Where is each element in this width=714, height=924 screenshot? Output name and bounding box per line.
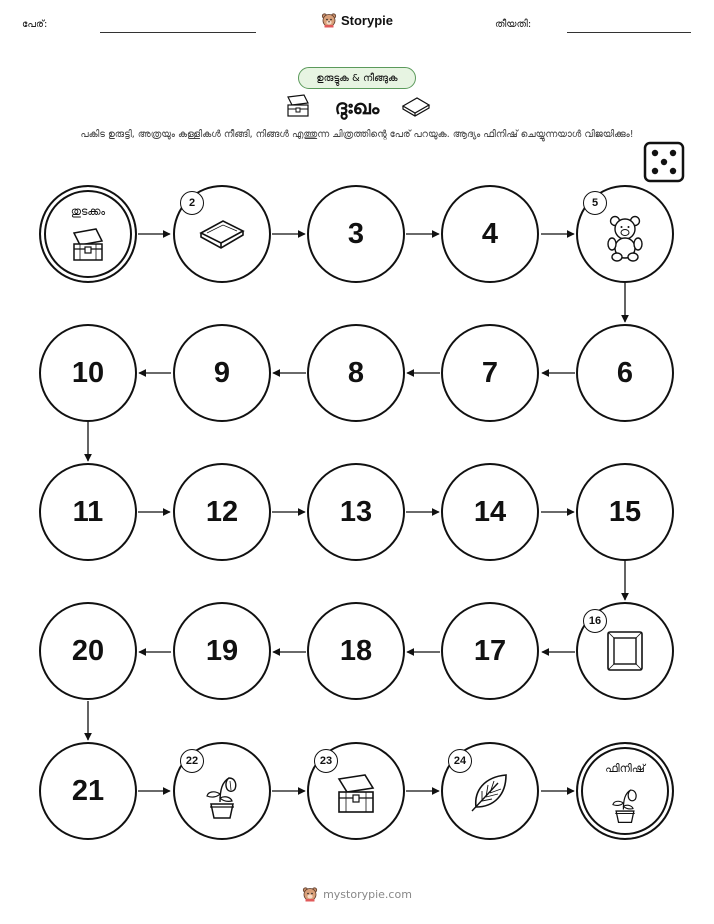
name-label: പേര്: (22, 19, 48, 30)
cell-number: 4 (481, 217, 499, 250)
game-type-tag: ഉരുട്ടുക & നീങ്ങുക (298, 67, 416, 89)
cell-number: 20 (71, 634, 105, 667)
board-cell-19[interactable] (173, 602, 271, 700)
cell-badge: 5 (583, 191, 607, 215)
board-cell-15[interactable] (576, 463, 674, 561)
board-cell-7[interactable] (441, 324, 539, 422)
cell-number: 9 (213, 356, 231, 389)
start-label: തുടക്കം (70, 205, 106, 218)
board-cell-20[interactable] (39, 602, 137, 700)
cell-number: 18 (339, 634, 373, 667)
finish-label: ഫിനിഷ് (605, 762, 645, 775)
bear-logo-icon (302, 886, 318, 902)
wilted-flower-icon (608, 782, 642, 824)
cell-number: 10 (71, 356, 105, 389)
board-cell-10[interactable] (39, 324, 137, 422)
board-cell-13[interactable] (307, 463, 405, 561)
wilted-flower-icon (202, 768, 242, 820)
finish-cell[interactable] (576, 742, 674, 840)
footer-url[interactable]: mystorypie.com (323, 887, 412, 901)
instructions: പകിട ഉരുട്ടി, അത്രയും കള്ളികൾ നീങ്ങി, നിങ്ങൾ എത്തുന്ന ചിത്രത്തിന്റെ പേര് പറയുക. ആദ്യം ഫിനിഷ് ചെയ്യുന്നയാൾ വിജയിക്കും! (80, 129, 634, 140)
cell-number: 7 (481, 356, 499, 389)
cell-number: 17 (473, 634, 507, 667)
cell-badge: 23 (314, 749, 338, 773)
board-cell-12[interactable] (173, 463, 271, 561)
picture-frame-icon (605, 629, 645, 673)
footer (0, 886, 714, 902)
brand-name: Storypie (340, 12, 393, 28)
cell-number: 6 (616, 356, 634, 389)
board-cell-4[interactable] (441, 185, 539, 283)
cell-badge: 22 (180, 749, 204, 773)
cell-badge: 16 (583, 609, 607, 633)
board-cell-9[interactable] (173, 324, 271, 422)
date-label: തീയതി: (495, 19, 532, 30)
cell-badge: 2 (180, 191, 204, 215)
board-cell-14[interactable] (441, 463, 539, 561)
cell-number: 13 (339, 495, 373, 528)
slab-icon (197, 217, 247, 251)
cell-badge: 24 (448, 749, 472, 773)
page-title: ദുഃഖം (334, 95, 380, 119)
teddy-bear-icon (603, 214, 647, 262)
leaf-icon (468, 769, 512, 813)
start-cell[interactable] (39, 185, 137, 283)
treasure-chest-icon (333, 773, 379, 815)
cell-number: 21 (71, 774, 105, 807)
cell-number: 14 (473, 495, 507, 528)
board-cell-8[interactable] (307, 324, 405, 422)
board-cell-11[interactable] (39, 463, 137, 561)
board-cell-18[interactable] (307, 602, 405, 700)
cell-number: 11 (72, 495, 104, 528)
board-cell-6[interactable] (576, 324, 674, 422)
cell-number: 15 (608, 495, 642, 528)
cell-number: 3 (347, 217, 365, 250)
cell-number: 19 (205, 634, 239, 667)
board-cell-3[interactable] (307, 185, 405, 283)
cell-number: 12 (205, 495, 239, 528)
board-cell-17[interactable] (441, 602, 539, 700)
board-cell-21[interactable] (39, 742, 137, 840)
treasure-chest-icon (68, 227, 108, 263)
cell-number: 8 (347, 356, 365, 389)
